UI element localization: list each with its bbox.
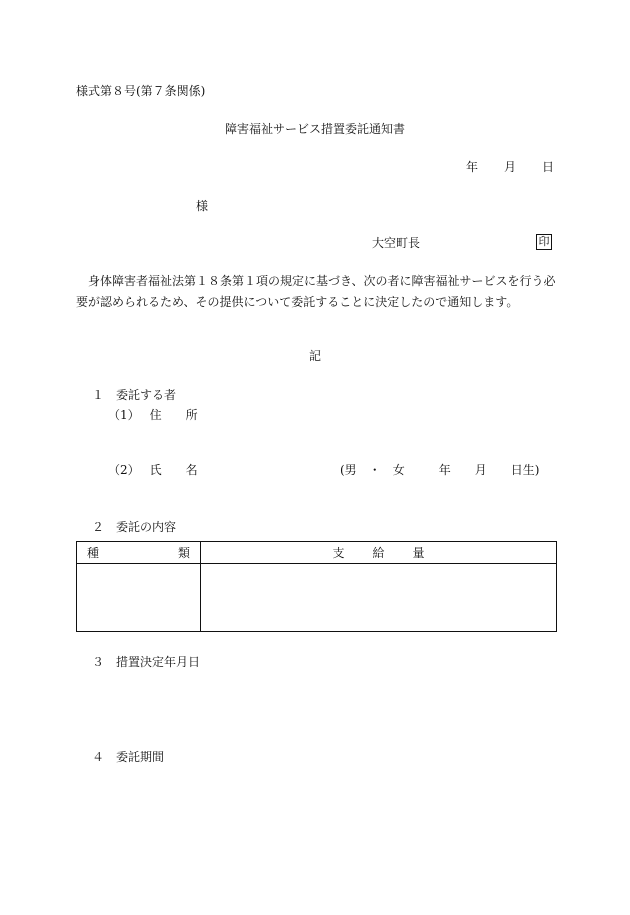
name-label-b: 名 (185, 463, 198, 477)
name-label-a: 氏 (149, 463, 162, 477)
section2-heading: ２ 委託の内容 (92, 520, 177, 534)
address-label-b: 所 (185, 408, 198, 422)
gender-birth-line (340, 463, 539, 477)
header-type-b: 類 (177, 546, 190, 560)
header-amount-2: 給 (372, 546, 385, 560)
type-value-cell[interactable] (77, 564, 201, 632)
header-amount-3: 量 (412, 546, 425, 560)
issuer-name: 大空町長 (372, 236, 421, 250)
ki-heading: 記 (308, 349, 321, 363)
document-title: 障害福祉サービス措置委託通知書 (224, 122, 405, 136)
date-day-label: 日 (542, 160, 555, 174)
date-month-label: 月 (504, 160, 517, 174)
form-number: 様式第８号(第７条関係) (76, 84, 206, 98)
section1-heading: １ 委託する者 (92, 388, 177, 402)
section4-heading: ４ 委託期間 (92, 750, 165, 764)
address-label-a: 住 (149, 408, 162, 422)
section3-heading: ３ 措置決定年月日 (92, 655, 201, 669)
table-row (77, 564, 557, 632)
header-type-a: 種 (87, 546, 100, 560)
gender-male: (男 (340, 463, 357, 477)
gender-female: 女 (392, 463, 405, 477)
header-amount-1: 支 (332, 546, 345, 560)
notice-body-text: 身体障害者福祉法第１８条第１項の規定に基づき、次の者に障害福祉サービスを行う必要が認められるため、その提供について委託することに決定したので通知します。 (76, 274, 556, 309)
birth-day-label: 日生) (510, 463, 540, 477)
header-amount-cell (201, 542, 557, 564)
header-type-cell (77, 542, 201, 564)
gender-dot: ・ (368, 463, 381, 477)
birth-month-label: 月 (474, 463, 487, 477)
date-line (466, 160, 554, 174)
service-content-table (76, 541, 557, 632)
name-number: （2） (108, 463, 140, 477)
name-item (108, 463, 198, 477)
birth-year-label: 年 (438, 463, 451, 477)
date-year-label: 年 (466, 160, 479, 174)
address-item (108, 408, 198, 422)
amount-value-cell[interactable] (201, 564, 557, 632)
addressee-suffix: 様 (196, 199, 209, 213)
seal-mark: 印 (536, 234, 552, 250)
address-number: （1） (108, 408, 140, 422)
table-header-row (77, 542, 557, 564)
